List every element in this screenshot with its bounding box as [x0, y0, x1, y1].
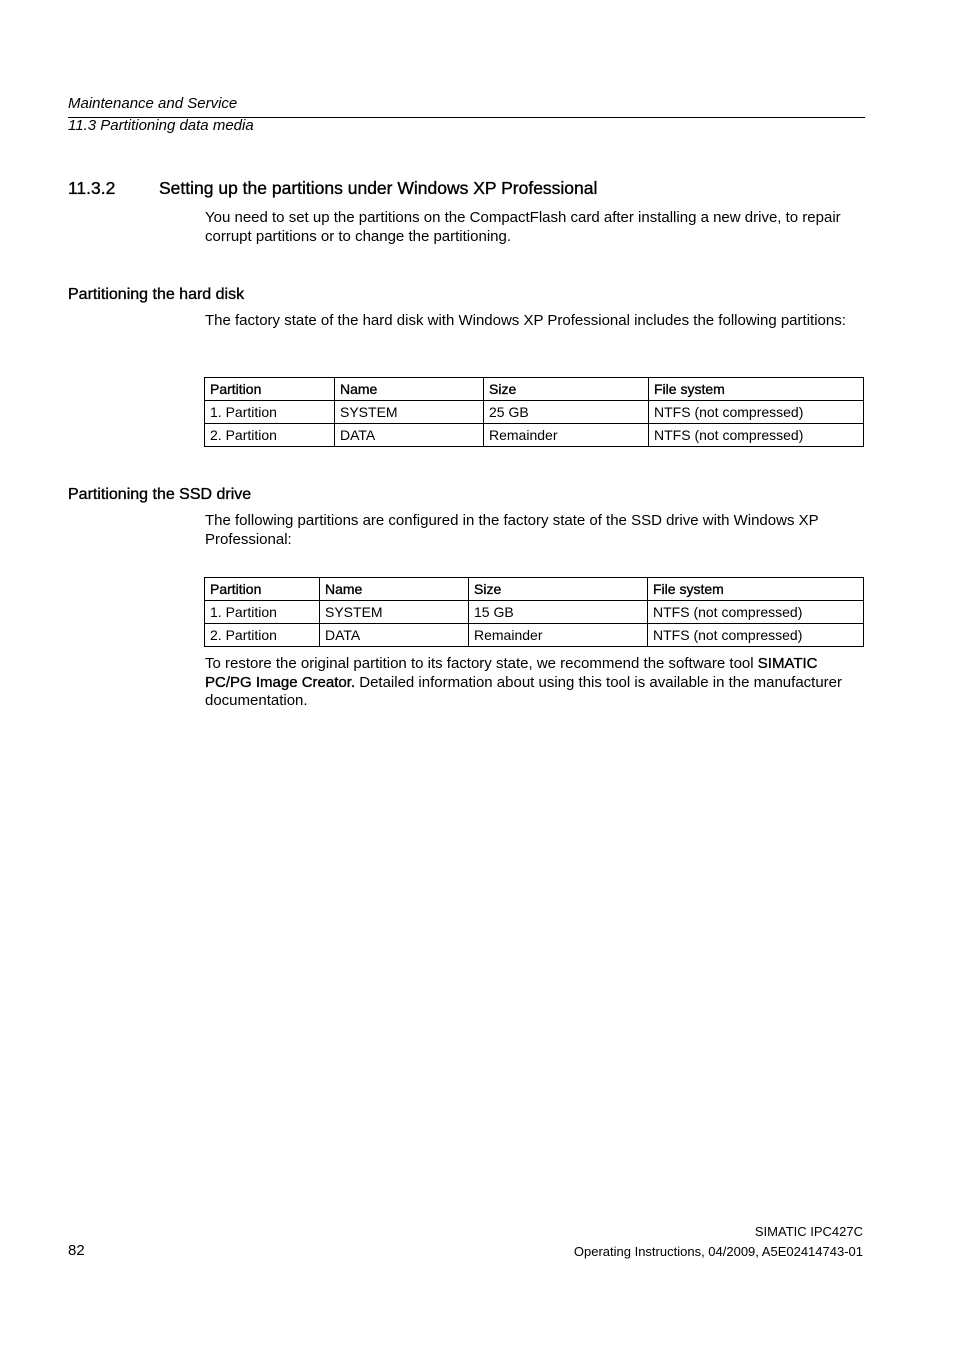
hard-disk-text: The factory state of the hard disk with Windows XP Professional includes the following partitions:	[205, 312, 846, 329]
table-cell: NTFS (not compressed)	[648, 601, 864, 624]
restore-tool-name: SIMATIC PC/PG Image Creator.	[205, 655, 818, 691]
table-cell: NTFS (not compressed)	[649, 401, 864, 424]
table-row	[205, 624, 864, 647]
table-cell: NTFS (not compressed)	[648, 624, 864, 647]
table-header-row	[205, 578, 864, 601]
ssd-heading: Partitioning the SSD drive	[68, 486, 252, 503]
table-cell: DATA	[335, 424, 484, 447]
table-cell: 1. Partition	[205, 601, 320, 624]
restore-paragraph	[205, 655, 865, 711]
table-cell: SYSTEM	[320, 601, 469, 624]
table-row	[205, 601, 864, 624]
table-row	[205, 401, 864, 424]
footer-product: SIMATIC IPC427C	[754, 1224, 863, 1239]
column-header: Partition	[205, 378, 335, 401]
table-cell: 25 GB	[484, 401, 649, 424]
footer-doc-info: Operating Instructions, 04/2009, A5E02414743-01	[573, 1244, 863, 1259]
running-header-chapter: Maintenance and Service	[68, 95, 238, 112]
table-cell: 2. Partition	[205, 624, 320, 647]
column-header: Name	[335, 378, 484, 401]
column-header: File system	[648, 578, 864, 601]
column-header: Size	[484, 378, 649, 401]
hard-disk-heading: Partitioning the hard disk	[68, 286, 245, 303]
section-intro: You need to set up the partitions on the CompactFlash card after installing a new drive, to repair corrupt partitions or to change the partitioning.	[205, 209, 841, 245]
ssd-text: The following partitions are configured in the factory state of the SSD drive with Windows XP Professional:	[205, 512, 819, 548]
ssd-partition-table	[204, 577, 864, 647]
header-rule	[68, 117, 865, 118]
section-number: 11.3.2	[68, 178, 116, 198]
running-header-section: 11.3 Partitioning data media	[68, 117, 254, 134]
page-number: 82	[68, 1242, 85, 1259]
table-row	[205, 424, 864, 447]
table-cell: Remainder	[469, 624, 648, 647]
column-header: Name	[320, 578, 469, 601]
table-cell: 15 GB	[469, 601, 648, 624]
column-header: File system	[649, 378, 864, 401]
table-cell: DATA	[320, 624, 469, 647]
hard-disk-partition-table	[204, 377, 864, 447]
restore-text-after: Detailed information about using this tool is available in the manufacturer documentation.	[205, 673, 843, 709]
column-header: Size	[469, 578, 648, 601]
table-cell: NTFS (not compressed)	[649, 424, 864, 447]
table-cell: Remainder	[484, 424, 649, 447]
table-header-row	[205, 378, 864, 401]
column-header: Partition	[205, 578, 320, 601]
table-cell: SYSTEM	[335, 401, 484, 424]
table-cell: 1. Partition	[205, 401, 335, 424]
table-cell: 2. Partition	[205, 424, 335, 447]
section-title: Setting up the partitions under Windows XP Professional	[159, 178, 598, 198]
restore-text-before: To restore the original partition to its factory state, we recommend the software tool	[205, 655, 758, 672]
